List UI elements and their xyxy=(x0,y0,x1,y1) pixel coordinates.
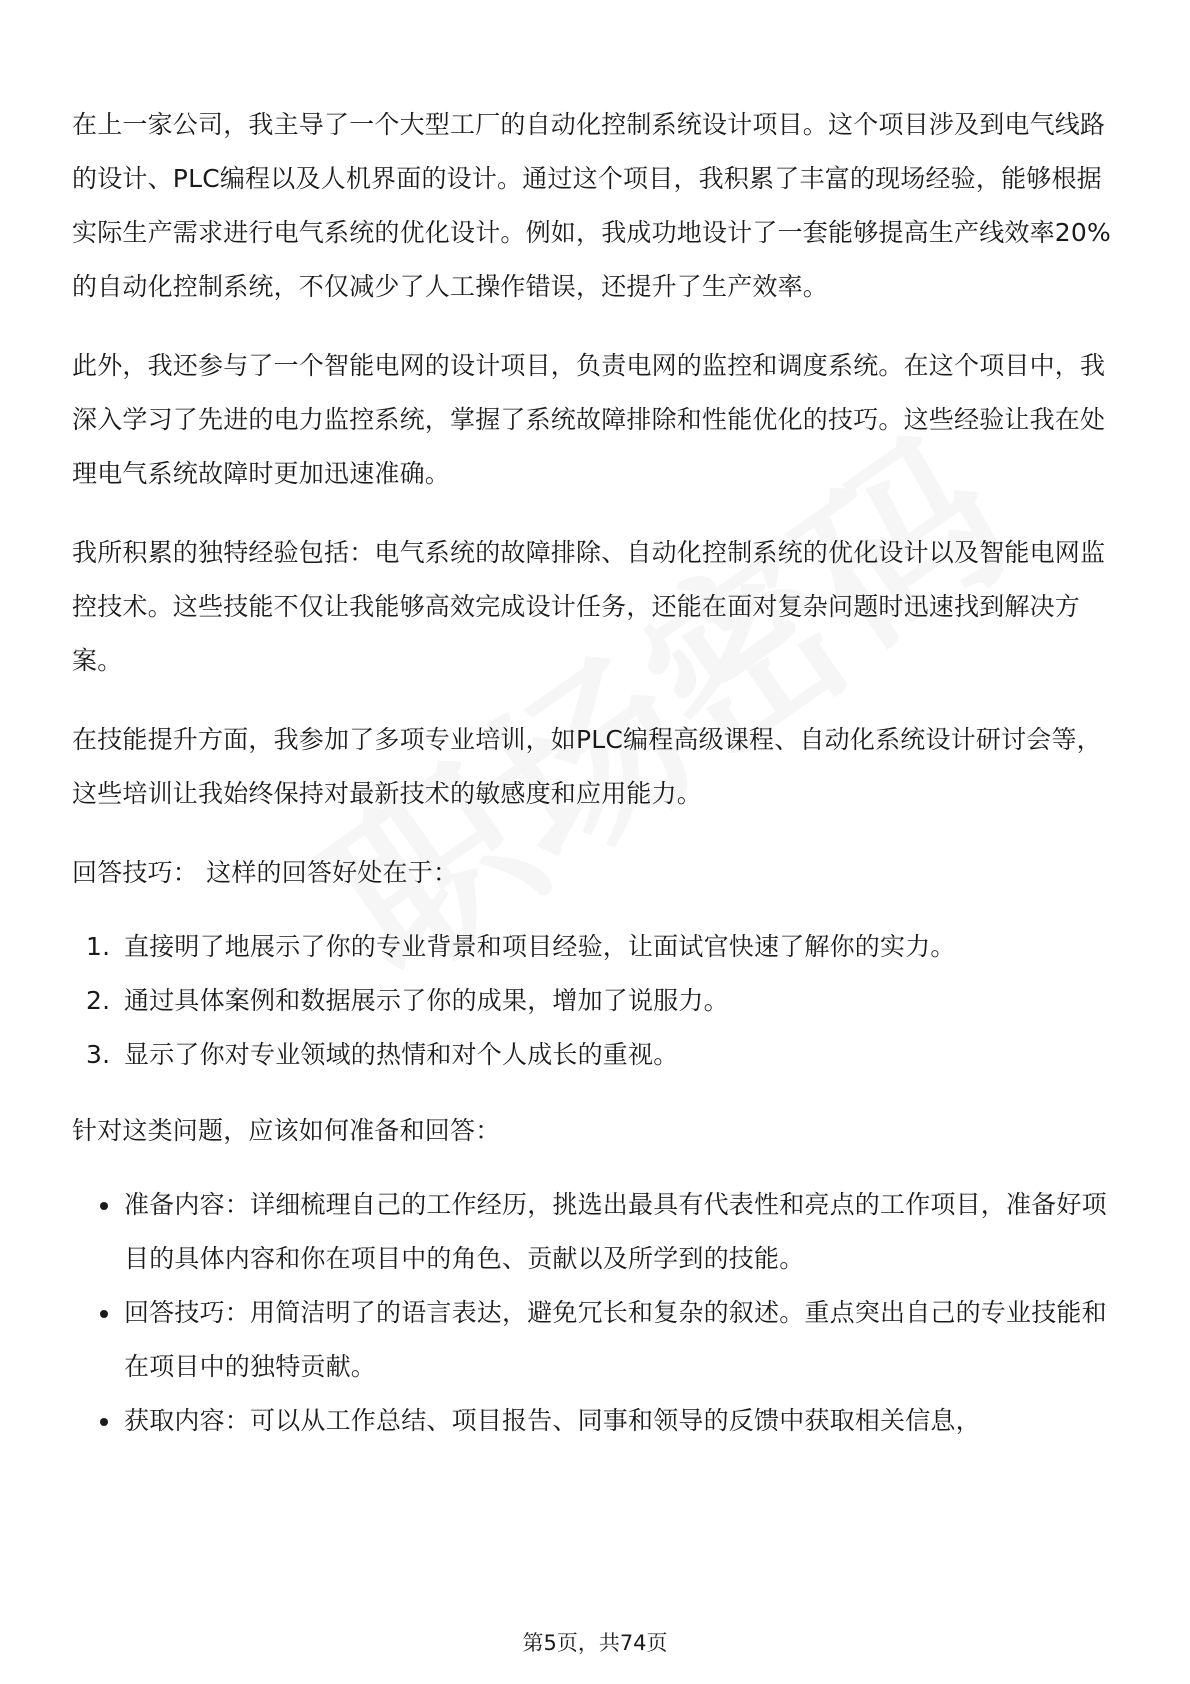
bullet-icon xyxy=(100,1310,108,1318)
list-item xyxy=(72,1394,1122,1448)
list-number: 2. xyxy=(86,986,111,1015)
prep-list xyxy=(72,1178,1122,1448)
list-item-text: 获取内容：可以从工作总结、项目报告、同事和领导的反馈中获取相关信息， xyxy=(124,1406,981,1435)
prep-heading: 针对这类问题，应该如何准备和回答： xyxy=(72,1116,501,1145)
list-item-text: 通过具体案例和数据展示了你的成果，增加了说服力。 xyxy=(124,986,729,1015)
list-item-text: 直接明了地展示了你的专业背景和项目经验，让面试官快速了解你的实力。 xyxy=(124,932,956,961)
list-item xyxy=(72,1286,1122,1394)
page-content xyxy=(72,98,1122,1448)
list-number: 3. xyxy=(86,1040,111,1069)
paragraph-smart-grid: 此外，我还参与了一个智能电网的设计项目，负责电网的监控和调度系统。在这个项目中，我深入学习了先进的电力监控系统，掌握了系统故障排除和性能优化的技巧。这些经验让我在处理电气系统故障时更加迅速准确。 xyxy=(72,351,1106,488)
list-number: 1. xyxy=(86,932,111,961)
page-number-footer: 第5页，共74页 xyxy=(522,1631,668,1655)
list-item xyxy=(72,1178,1122,1286)
list-item-text: 显示了你对专业领域的热情和对个人成长的重视。 xyxy=(124,1040,679,1069)
list-item-text: 回答技巧：用简洁明了的语言表达，避免冗长和复杂的叙述。重点突出自己的专业技能和在项目中的独特贡献。 xyxy=(124,1298,1107,1381)
paragraph-project-experience: 在上一家公司，我主导了一个大型工厂的自动化控制系统设计项目。这个项目涉及到电气线路的设计、PLC编程以及人机界面的设计。通过这个项目，我积累了丰富的现场经验，能够根据实际生产需求进行电气系统的优化设计。例如，我成功地设计了一套能够提高生产线效率20%的自动化控制系统，不仅减少了人工操作错误，还提升了生产效率。 xyxy=(72,110,1111,301)
tips-list xyxy=(72,920,1122,1082)
list-item xyxy=(72,920,1122,974)
list-item xyxy=(72,974,1122,1028)
paragraph-unique-experience: 我所积累的独特经验包括：电气系统的故障排除、自动化控制系统的优化设计以及智能电网监控技术。这些技能不仅让我能够高效完成设计任务，还能在面对复杂问题时迅速找到解决方案。 xyxy=(72,538,1106,675)
bullet-icon xyxy=(100,1202,108,1210)
list-item-text: 准备内容：详细梳理自己的工作经历，挑选出最具有代表性和亮点的工作项目，准备好项目的具体内容和你在项目中的角色、贡献以及所学到的技能。 xyxy=(124,1190,1107,1273)
bullet-icon xyxy=(100,1418,108,1426)
list-item xyxy=(72,1028,1122,1082)
tips-heading: 回答技巧： 这样的回答好处在于： xyxy=(72,858,459,887)
paragraph-skill-training: 在技能提升方面，我参加了多项专业培训，如PLC编程高级课程、自动化系统设计研讨会等，这些培训让我始终保持对最新技术的敏感度和应用能力。 xyxy=(72,725,1102,808)
